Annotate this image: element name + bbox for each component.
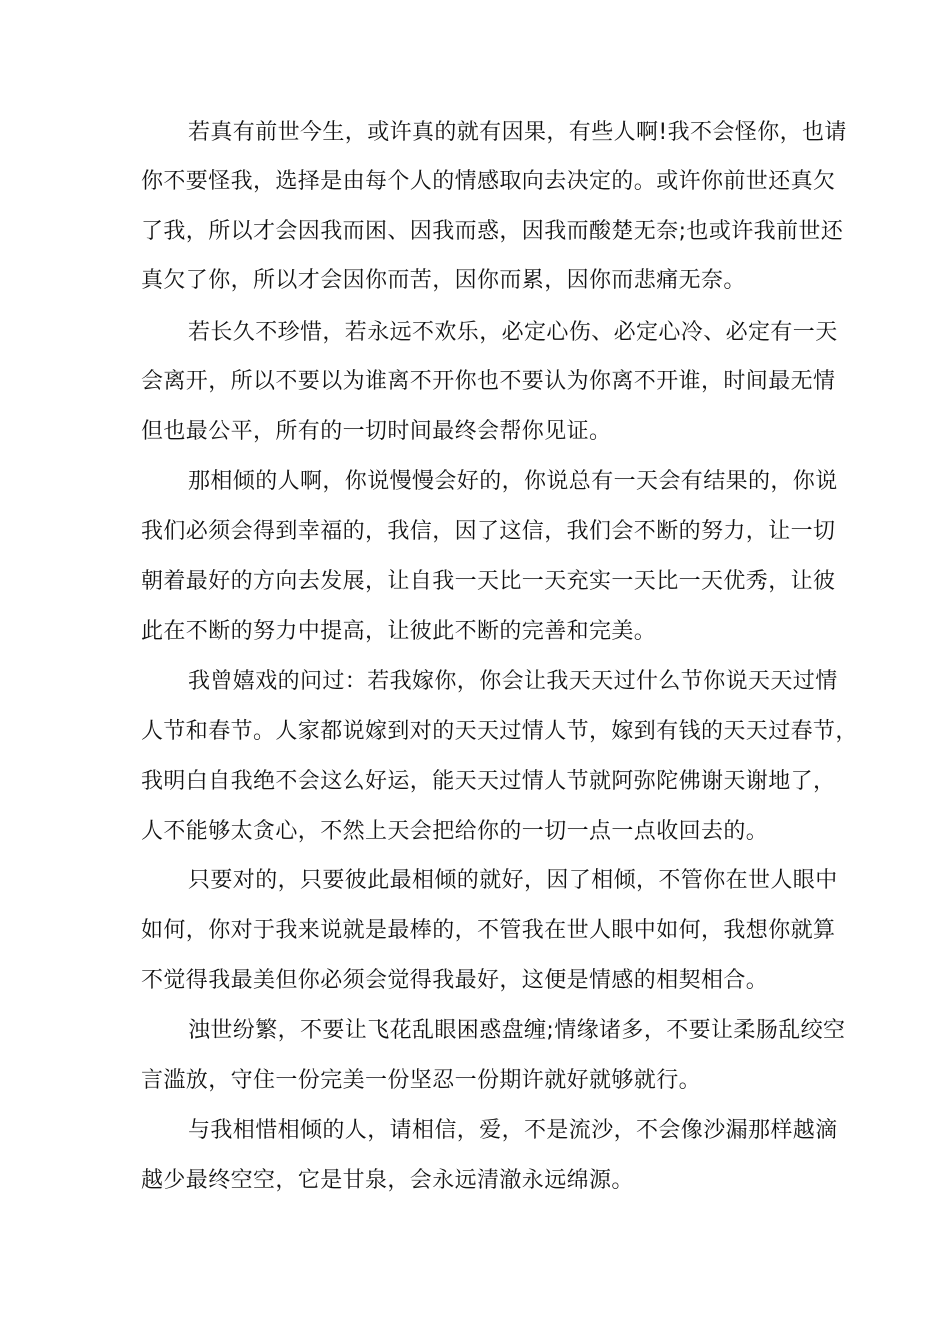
text-line: 与我相惜相倾的人，请相信，爱，不是流沙，不会像沙漏那样越滴 (188, 1118, 838, 1143)
text-line: 只要对的，只要彼此最相倾的就好，因了相倾，不管你在世人眼中 (188, 868, 838, 893)
text-line: 此在不断的努力中提高，让彼此不断的完善和完美。 (141, 619, 657, 644)
text-line: 会离开，所以不要以为谁离不开你也不要认为你离不开谁，时间最无情 (141, 369, 836, 394)
text-line: 了我，所以才会因我而困、因我而惑，因我而酸楚无奈;也或许我前世还 (141, 219, 844, 244)
text-line: 我们必须会得到幸福的，我信，因了这信，我们会不断的努力，让一切 (141, 519, 836, 544)
text-line: 我明白自我绝不会这么好运，能天天过情人节就阿弥陀佛谢天谢地了， (141, 769, 836, 794)
text-line: 我曾嬉戏的问过：若我嫁你，你会让我天天过什么节你说天天过情 (188, 669, 838, 694)
text-line: 朝着最好的方向去发展，让自我一天比一天充实一天比一天优秀，让彼 (141, 569, 836, 594)
text-line: 如何，你对于我来说就是最棒的，不管我在世人眼中如何，我想你就算 (141, 918, 836, 943)
text-line: 人节和春节。人家都说嫁到对的天天过情人节，嫁到有钱的天天过春节， (141, 719, 858, 744)
text-line: 不觉得我最美但你必须会觉得我最好，这便是情感的相契相合。 (141, 968, 769, 993)
text-line: 浊世纷繁，不要让飞花乱眼困惑盘缠;情缘诸多，不要让柔肠乱绞空 (188, 1018, 846, 1043)
text-line: 你不要怪我，选择是由每个人的情感取向去决定的。或许你前世还真欠 (141, 169, 836, 194)
text-line: 那相倾的人啊，你说慢慢会好的，你说总有一天会有结果的，你说 (188, 469, 838, 494)
text-line: 若真有前世今生，或许真的就有因果，有些人啊!我不会怪你，也请 (188, 120, 847, 145)
text-line: 言滥放，守住一份完美一份坚忍一份期许就好就够就行。 (141, 1068, 702, 1093)
text-line: 越少最终空空，它是甘泉，会永远清澈永远绵源。 (141, 1168, 634, 1193)
text-line: 若长久不珍惜，若永远不欢乐，必定心伤、必定心冷、必定有一天 (188, 320, 838, 345)
text-line: 但也最公平，所有的一切时间最终会帮你见证。 (141, 419, 612, 444)
text-line: 人不能够太贪心，不然上天会把给你的一切一点一点收回去的。 (141, 819, 769, 844)
text-line: 真欠了你，所以才会因你而苦，因你而累，因你而悲痛无奈。 (141, 268, 746, 293)
